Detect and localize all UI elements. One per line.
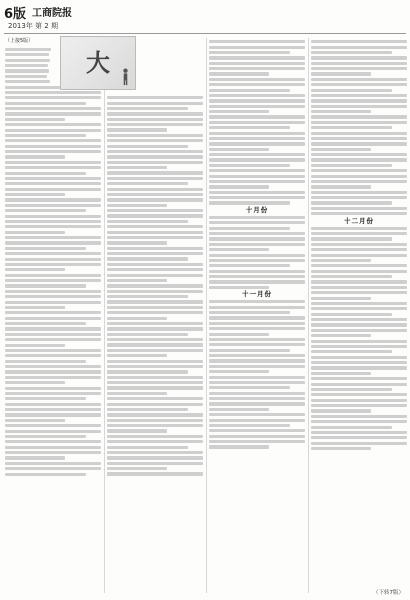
paper-name: 工商院报	[32, 8, 72, 19]
illustration-spacer	[107, 38, 203, 94]
continuation-kicker: （上接5版）	[5, 38, 34, 44]
article-body-placeholder	[209, 40, 305, 204]
continuation-note: （下转7版）	[373, 590, 404, 596]
article-body-placeholder	[209, 216, 305, 289]
illustration-glyph: 大	[86, 48, 110, 77]
article-body-placeholder	[107, 96, 203, 475]
article-body-placeholder	[311, 227, 407, 451]
article-column-3	[209, 38, 305, 593]
article-column-2	[107, 38, 203, 593]
article-column-4	[311, 38, 407, 593]
column-divider	[308, 38, 309, 593]
article-body-placeholder	[5, 48, 101, 476]
issue-label: 2013年 第 2 期	[8, 22, 58, 30]
edition-label: 6版	[4, 7, 27, 22]
article-body-placeholder	[311, 40, 407, 215]
column-divider	[104, 38, 105, 593]
article-body-placeholder	[209, 300, 305, 448]
masthead	[4, 3, 114, 33]
article-column-1	[5, 38, 101, 593]
masthead-rule	[4, 33, 406, 34]
month-heading-october: 十月份	[245, 205, 269, 214]
month-heading-november: 十一月份	[242, 290, 272, 299]
column-divider	[206, 38, 207, 593]
month-heading-december: 十二月份	[344, 216, 374, 225]
